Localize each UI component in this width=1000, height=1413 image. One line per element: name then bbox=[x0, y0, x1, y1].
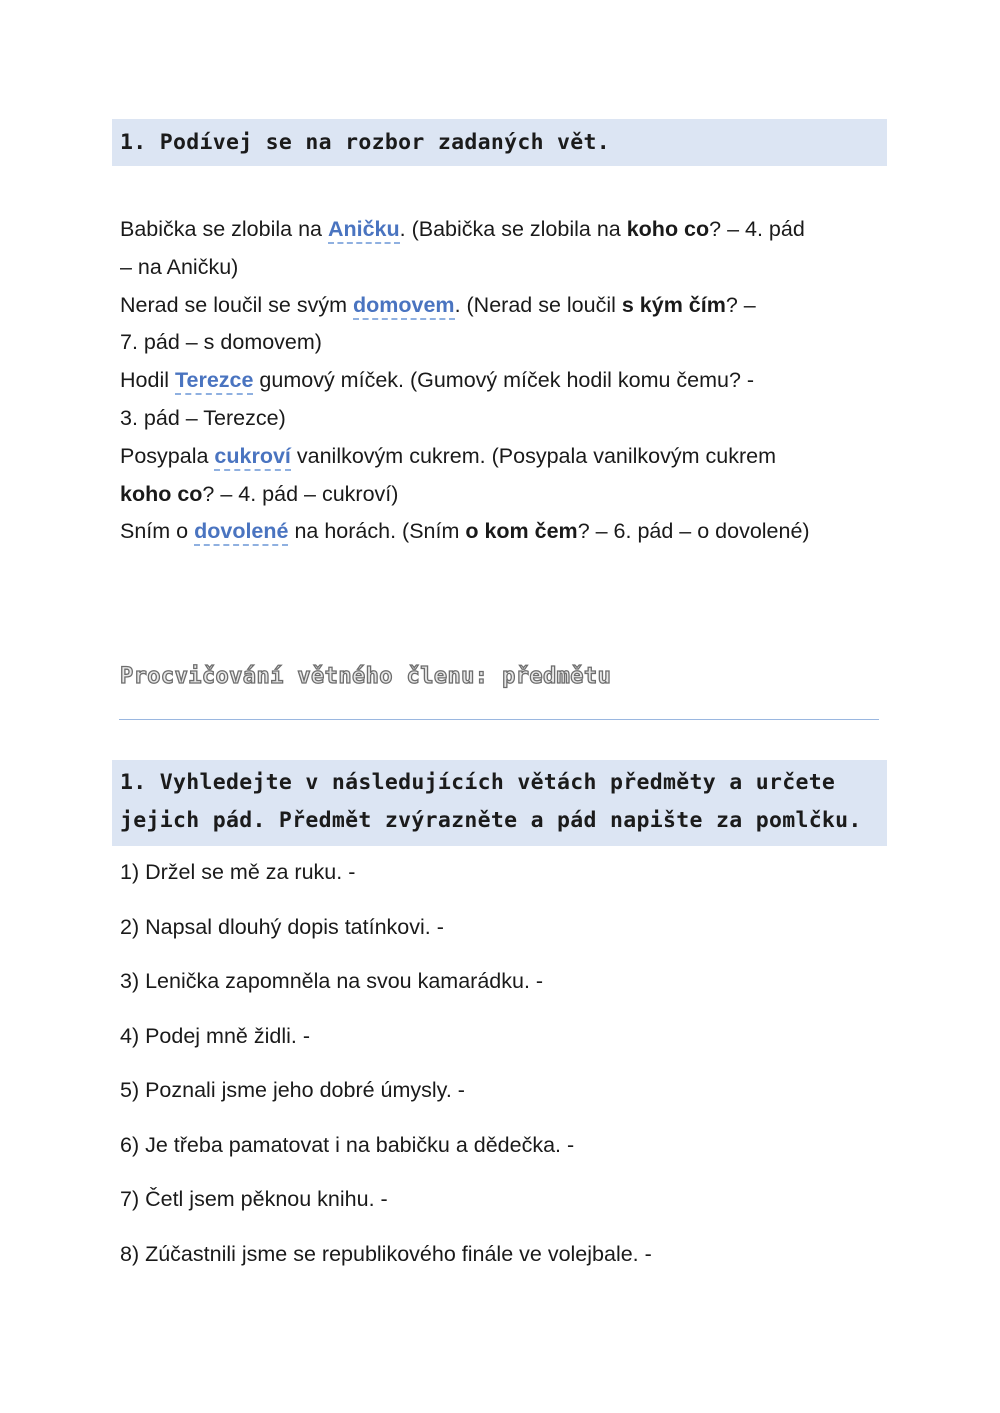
task2-heading-box bbox=[112, 760, 887, 846]
text: gumový míček. (Gumový míček hodil komu čemu? - bbox=[253, 368, 755, 393]
exercise-item-3: 3) Lenička zapomněla na svou kamarádku. - bbox=[120, 969, 544, 993]
case-question: o kom čem bbox=[465, 519, 578, 544]
text: ? – 4. pád bbox=[709, 217, 805, 241]
text: ? – bbox=[725, 292, 756, 317]
example-line-8 bbox=[120, 476, 890, 514]
section-title: Procvičování větného členu: předmětu bbox=[120, 664, 612, 689]
highlighted-object: Terezce bbox=[175, 368, 253, 395]
example-sentences bbox=[120, 211, 890, 551]
task2-heading-line-2: jejich pád. Předmět zvýrazněte a pád napište za pomlčku. bbox=[120, 808, 862, 833]
exercise-item-4: 4) Podej mně židli. - bbox=[120, 1024, 310, 1048]
text: Sním o bbox=[120, 519, 195, 544]
text: Posypala bbox=[120, 443, 215, 468]
highlighted-object: domovem bbox=[353, 293, 455, 320]
text: na horách. (Sním bbox=[288, 519, 466, 544]
example-line-9 bbox=[120, 513, 890, 551]
text: . (Nerad se loučil bbox=[454, 292, 622, 317]
example-line-1 bbox=[120, 211, 890, 249]
text: – na Aničku) bbox=[120, 254, 239, 279]
case-question: koho co bbox=[626, 217, 710, 241]
case-question: koho co bbox=[120, 481, 203, 506]
example-line-2 bbox=[120, 249, 890, 287]
task1-heading-box bbox=[112, 119, 887, 166]
text: Nerad se loučil se svým bbox=[120, 292, 353, 317]
example-line-6 bbox=[120, 400, 890, 438]
exercise-item-8: 8) Zúčastnili jsme se republikového finále ve volejbale. - bbox=[120, 1242, 652, 1266]
text: Hodil bbox=[120, 368, 175, 393]
example-line-7 bbox=[120, 438, 890, 476]
text: vanilkovým cukrem. (Posypala vanilkovým cukrem bbox=[290, 443, 776, 468]
text: . (Babička se zlobila na bbox=[399, 217, 627, 241]
task1-heading: 1. Podívej se na rozbor zadaných vět. bbox=[120, 130, 611, 155]
text: 3. pád – Terezce) bbox=[120, 405, 286, 430]
exercise-item-7: 7) Četl jsem pěknou knihu. - bbox=[120, 1187, 388, 1211]
highlighted-object: cukroví bbox=[214, 444, 290, 471]
text: Babička se zlobila na bbox=[120, 217, 328, 241]
text: ? – 4. pád – cukroví) bbox=[202, 481, 399, 506]
text: ? – 6. pád – o dovolené) bbox=[577, 519, 810, 544]
exercise-item-5: 5) Poznali jsme jeho dobré úmysly. - bbox=[120, 1078, 465, 1102]
highlighted-object: Aničku bbox=[328, 217, 400, 244]
example-line-4 bbox=[120, 324, 890, 362]
case-question: s kým čím bbox=[621, 292, 726, 317]
exercise-item-1: 1) Držel se mě za ruku. - bbox=[120, 860, 356, 884]
highlighted-object: dovolené bbox=[194, 519, 288, 546]
exercise-item-2: 2) Napsal dlouhý dopis tatínkovi. - bbox=[120, 915, 444, 939]
section-divider bbox=[119, 719, 879, 720]
task2-heading-line-1: 1. Vyhledejte v následujících větách předměty a určete bbox=[120, 770, 836, 795]
exercise-item-6: 6) Je třeba pamatovat i na babičku a dědečka. - bbox=[120, 1133, 575, 1157]
example-line-5 bbox=[120, 362, 890, 400]
example-line-3 bbox=[120, 287, 890, 325]
text: 7. pád – s domovem) bbox=[120, 330, 322, 355]
